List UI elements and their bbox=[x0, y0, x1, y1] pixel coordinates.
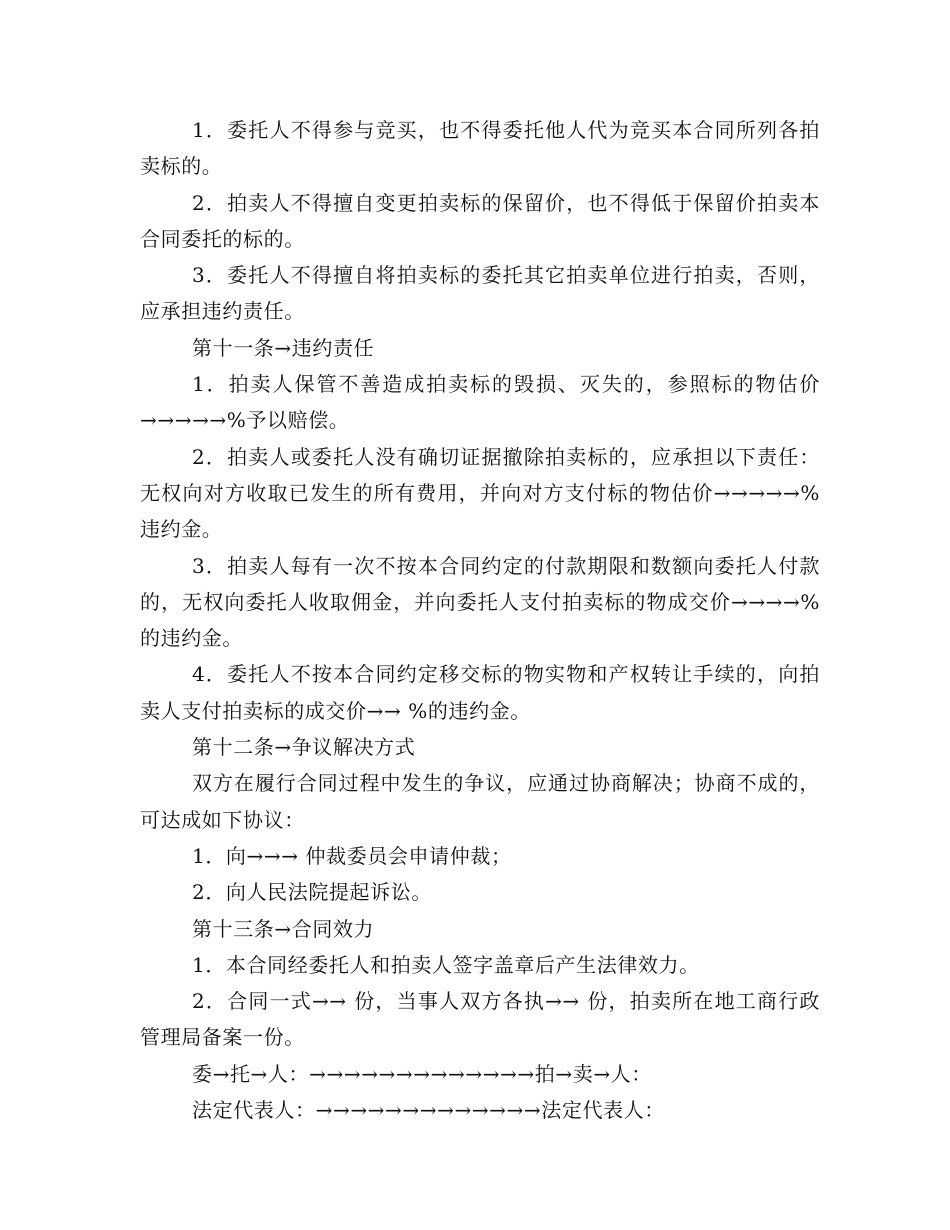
article-heading: 第十一条→违约责任 bbox=[192, 335, 375, 360]
clause-paragraph: 1．向→→→ 仲裁委员会申请仲裁； bbox=[192, 843, 512, 868]
clause-paragraph: 2．向人民法院提起诉讼。 bbox=[192, 880, 432, 905]
clause-paragraph: 双方在履行合同过程中发生的争议，应通过协商解决；协商不成的，可达成如下协议： bbox=[140, 771, 820, 832]
article-heading: 第十三条→合同效力 bbox=[192, 916, 375, 941]
clause-paragraph: 3．拍卖人每有一次不按本合同约定的付款期限和数额向委托人付款的，无权向委托人收取佣金，并向委托人支付拍卖标的物成交价→→→→%的违约金。 bbox=[140, 553, 820, 651]
clause-paragraph: 1．委托人不得参与竞买，也不得委托他人代为竞买本合同所列各拍卖标的。 bbox=[140, 118, 820, 179]
clause-paragraph: 2．拍卖人或委托人没有确切证据撤除拍卖标的，应承担以下责任：无权向对方收取已发生的所有费用，并向对方支付标的物估价→→→→→%违约金。 bbox=[140, 444, 820, 542]
clause-paragraph: 4．委托人不按本合同约定移交标的物实物和产权转让手续的，向拍卖人支付拍卖标的成交价→→ %的违约金。 bbox=[140, 662, 820, 723]
article-heading: 第十二条→争议解决方式 bbox=[192, 735, 416, 760]
contract-page bbox=[140, 112, 820, 1128]
clause-paragraph: 1．拍卖人保管不善造成拍卖标的毁损、灭失的，参照标的物估价→→→→→%予以赔偿。 bbox=[140, 372, 820, 433]
clause-paragraph: 2．合同一式→→ 份，当事人双方各执→→ 份，拍卖所在地工商行政管理局备案一份。 bbox=[140, 989, 820, 1050]
signature-line: 法定代表人：→→→→→→→→→→→→→法定代表人： bbox=[192, 1098, 665, 1123]
clause-paragraph: 1．本合同经委托人和拍卖人签字盖章后产生法律效力。 bbox=[192, 952, 700, 977]
signature-line: 委→托→人：→→→→→→→→→→→→→拍→卖→人： bbox=[192, 1061, 652, 1086]
clause-paragraph: 2．拍卖人不得擅自变更拍卖标的保留价，也不得低于保留价拍卖本合同委托的标的。 bbox=[140, 190, 820, 251]
clause-paragraph: 3．委托人不得擅自将拍卖标的委托其它拍卖单位进行拍卖，否则，应承担违约责任。 bbox=[140, 263, 820, 324]
